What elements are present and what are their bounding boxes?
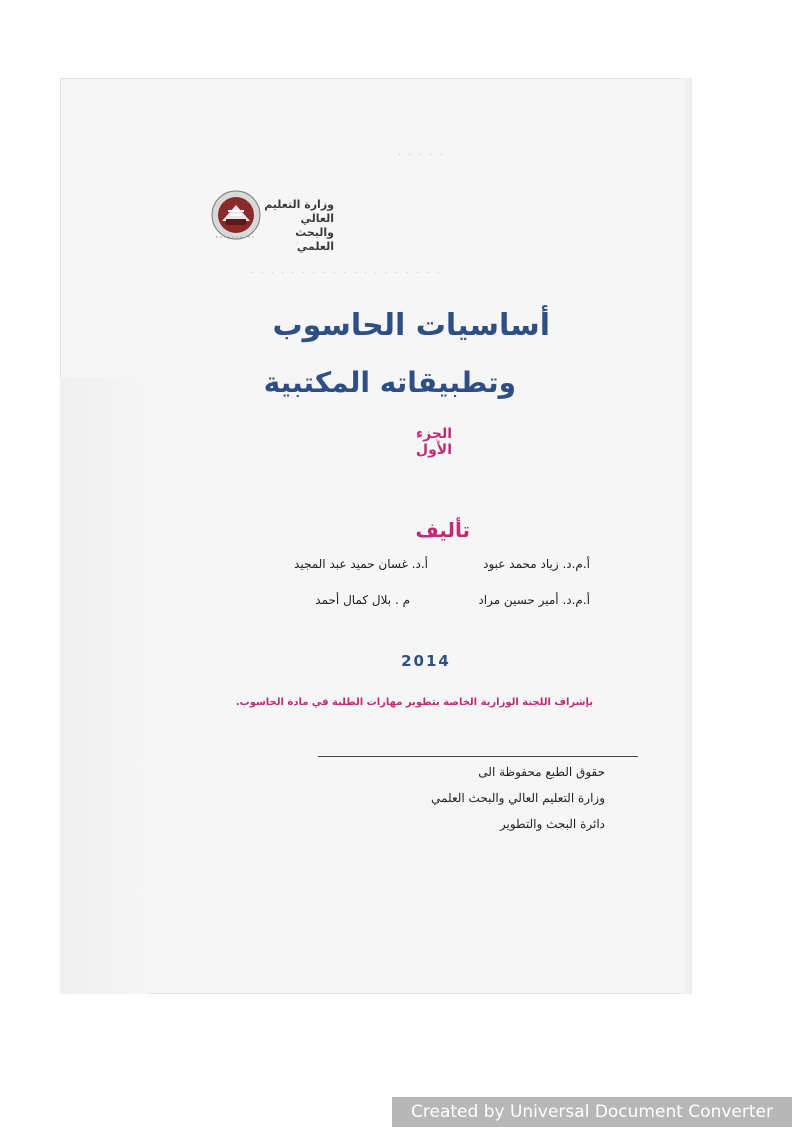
logo-line-1: وزارة التعليم العالي — [264, 198, 334, 225]
copyright-line-2: وزارة التعليم العالي والبحث العلمي — [431, 791, 605, 805]
authored-heading: تأليف — [415, 518, 470, 542]
author-3: أ.م.د. أمير حسين مراد — [478, 593, 590, 607]
copyright-line-3: دائرة البحث والتطوير — [499, 817, 605, 831]
book-title-line-1: أساسيات الحاسوب — [272, 308, 550, 343]
page-fold-shadow — [60, 378, 150, 994]
divider — [318, 756, 638, 757]
author-1: أ.م.د. زياد محمد عبود — [483, 557, 590, 571]
author-4: م . بلال كمال أحمد — [315, 593, 410, 607]
ministry-logo-text — [262, 198, 334, 254]
scan-noise: · · · · · — [398, 150, 445, 161]
scanned-page — [60, 78, 692, 994]
logo-line-2: والبحث العلمي — [295, 226, 334, 253]
ministry-logo-icon — [206, 185, 264, 243]
publication-year: 2014 — [401, 652, 451, 670]
copyright-line-1: حقوق الطبع محفوظة الى — [478, 765, 605, 779]
converter-watermark: Created by Universal Document Converter — [392, 1097, 792, 1127]
page-edge-shadow — [684, 78, 692, 994]
scan-noise: · · · · · · · · · · · · · · · · · · · — [250, 268, 442, 279]
book-title-line-2: وتطبيقاته المكتبية — [263, 366, 516, 399]
supervision-note: بإشراف اللجنة الوزارية الخاصة بتطوير مهارات الطلبة في مادة الحاسوب. — [235, 697, 593, 708]
author-2: أ.د. غسان حميد عبد المجيد — [294, 557, 428, 571]
book-part: الجزء الأول — [415, 426, 452, 458]
